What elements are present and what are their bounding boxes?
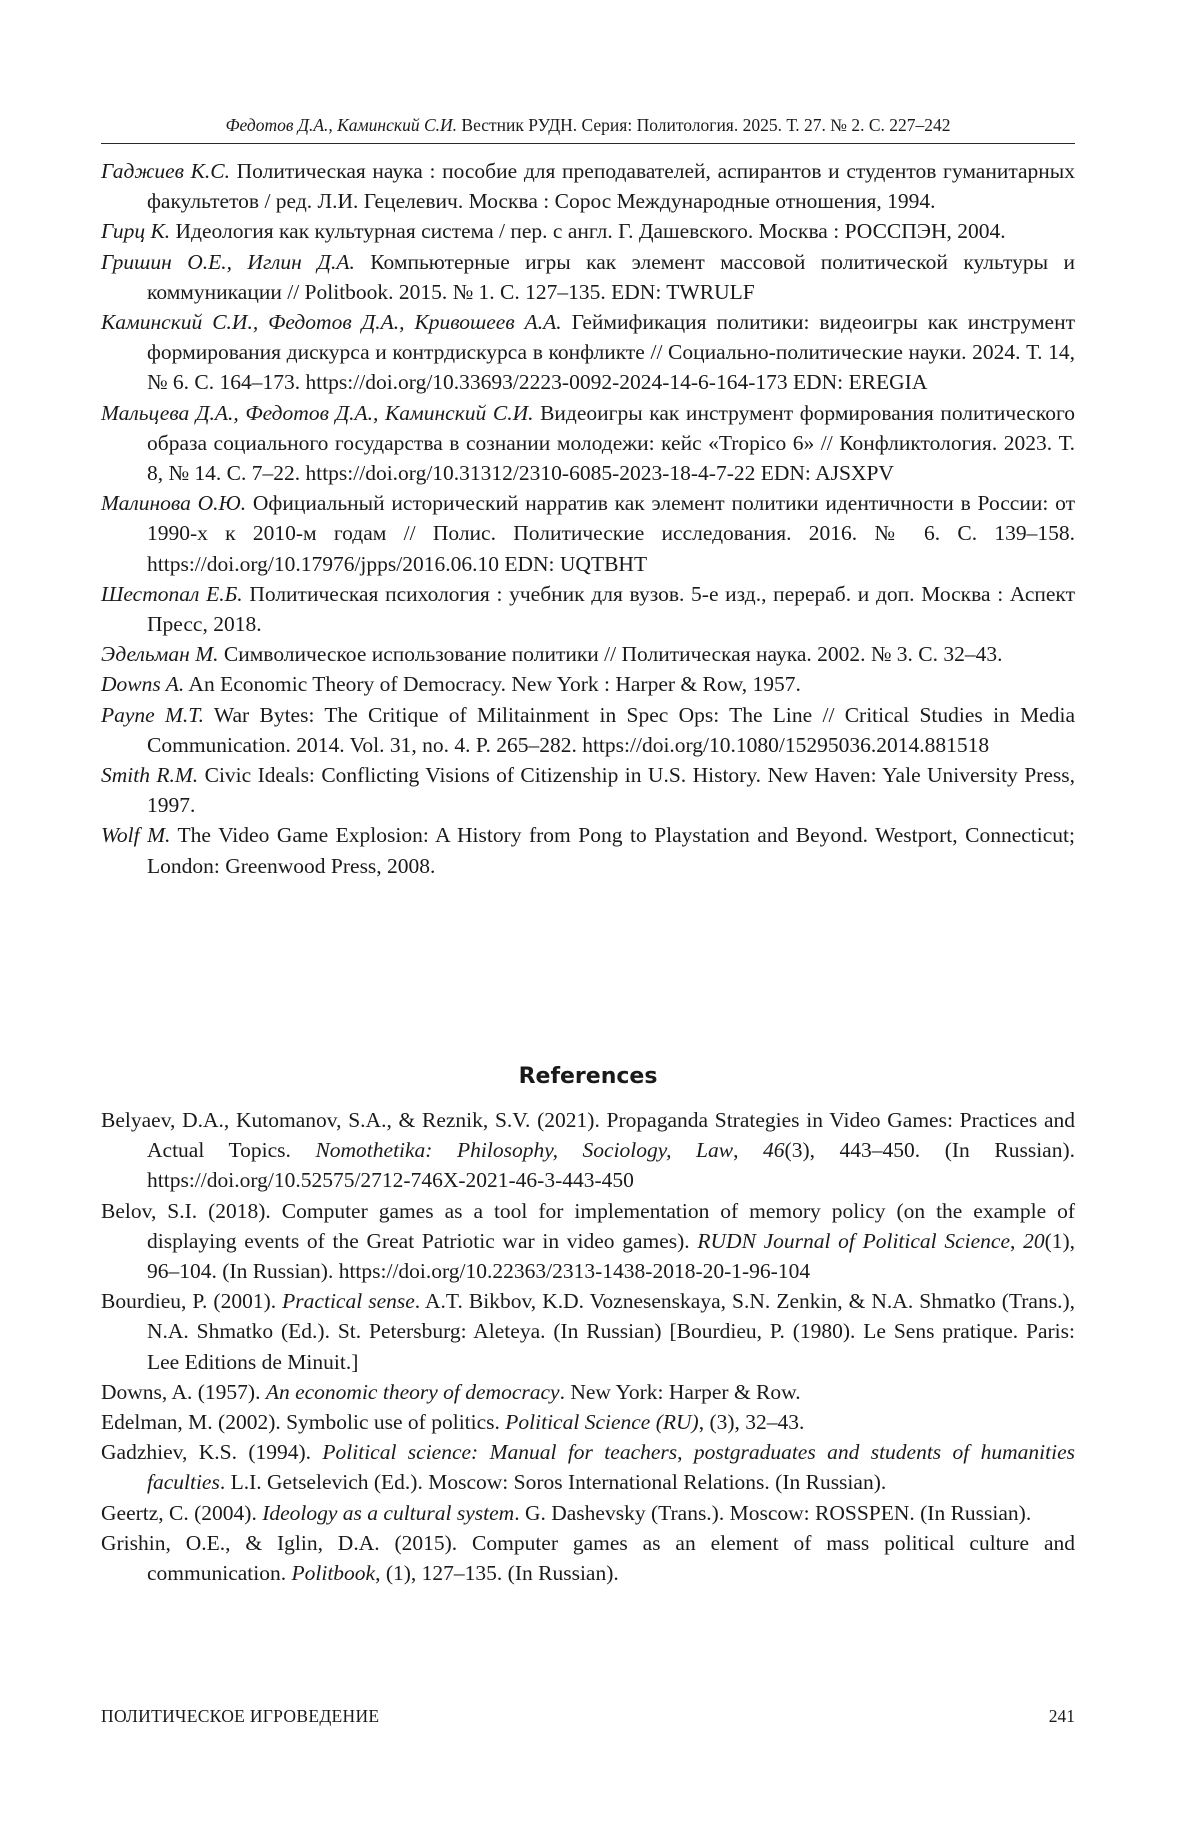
entry-text: Политическая психология : учебник для вузов. 5-е изд., перераб. и доп. Москва : Аспект Пресс, 2018. <box>147 582 1075 636</box>
entry-text: Геймификация политики: видеоигры как инструмент формирования дискурса и контрдискурса в конфликте // Социально-политические науки. 2024. Т. 14, № 6. С. 164–173. https://doi.org/10.33693/2223-0092-2024-14-6-164-173 EDN: EREGIA <box>147 310 1075 394</box>
ref-part: . G. Dashevsky (Trans.). Moscow: ROSSPEN. (In Russian). <box>514 1501 1031 1525</box>
entry-author: Wolf M. <box>101 823 170 847</box>
document-page <box>101 0 1075 1834</box>
ref-part: , (1), 127–135. (In Russian). <box>375 1561 619 1585</box>
ref-source: Ideology as a cultural system <box>262 1501 514 1525</box>
ref-source: An economic theory of democracy <box>266 1380 560 1404</box>
header-journal: Вестник РУДН. Серия: Политология. 2025. Т. 27. № 2. С. 227–242 <box>457 115 951 135</box>
page-number: 241 <box>1049 1705 1075 1727</box>
entry-text: Идеология как культурная система / пер. с англ. Г. Дашевского. Москва : РОССПЭН, 2004. <box>170 219 1006 243</box>
entry-author: Downs A. <box>101 672 184 696</box>
bibliography-entry <box>101 760 1075 820</box>
entry-author: Малинова О.Ю. <box>101 491 246 515</box>
ref-part: Belov, S.I. (2018). Computer games as a tool for implementation of memory policy (on the example of displaying events of the Great Patriotic war in video games). <box>101 1199 1075 1253</box>
ref-source: Nomothetika: Philosophy, Sociology, Law <box>315 1138 733 1162</box>
references-list <box>101 1105 1075 1588</box>
entry-author: Payne M.T. <box>101 703 204 727</box>
entry-text: War Bytes: The Critique of Militainment in Spec Ops: The Line // Critical Studies in Media Communication. 2014. Vol. 31, no. 4. P. 265–282. https://doi.org/10.1080/15295036.2014.881518 <box>147 703 1075 757</box>
entry-author: Smith R.M. <box>101 763 198 787</box>
bibliography-entry <box>101 398 1075 489</box>
bibliography-entry <box>101 700 1075 760</box>
footer-section-title: ПОЛИТИЧЕСКОЕ ИГРОВЕДЕНИЕ <box>101 1705 379 1727</box>
entry-text: Видеоигры как инструмент формирования политического образа социального государства в сознании молодежи: кейс «Tropico 6» // Конфликтология. 2023. Т. 8, № 14. С. 7–22. https://doi.org/10.31312/2310-6085-2023-18-4-7-22 EDN: AJSXPV <box>147 401 1075 485</box>
ref-source: Political science: Manual for teachers, postgraduates and students of humanities faculties <box>147 1440 1075 1494</box>
reference-entry <box>101 1437 1075 1497</box>
header-rule <box>101 143 1075 144</box>
ref-part: . New York: Harper & Row. <box>560 1380 801 1404</box>
bibliography-entry <box>101 669 1075 699</box>
ref-part: , (3), 32–43. <box>699 1410 805 1434</box>
reference-entry <box>101 1286 1075 1377</box>
reference-entry <box>101 1105 1075 1196</box>
ref-volume: 20 <box>1023 1229 1045 1253</box>
ref-part: (3), 443–450. (In Russian). https://doi.org/10.52575/2712-746X-2021-46-3-443-450 <box>147 1138 1075 1192</box>
entry-text: An Economic Theory of Democracy. New York : Harper & Row, 1957. <box>184 672 801 696</box>
ref-part: Gadzhiev, K.S. (1994). <box>101 1440 322 1464</box>
bibliography-entry <box>101 579 1075 639</box>
bibliography-entry <box>101 247 1075 307</box>
ref-part: Edelman, M. (2002). Symbolic use of politics. <box>101 1410 505 1434</box>
bibliography-entry <box>101 820 1075 880</box>
reference-entry <box>101 1196 1075 1287</box>
bibliography-entry <box>101 488 1075 579</box>
ref-part: Bourdieu, P. (2001). <box>101 1289 282 1313</box>
reference-entry <box>101 1377 1075 1407</box>
ref-part: , <box>1010 1229 1023 1253</box>
bibliography-entry <box>101 156 1075 216</box>
ref-part: . A.T. Bikbov, K.D. Voznesenskaya, S.N. Zenkin, & N.A. Shmatko (Trans.), N.A. Shmatko (Ed.). St. Petersburg: Aleteya. (In Russian) [Bourdieu, P. (1980). Le Sens pratique. Paris: Lee Editions de Minuit.] <box>147 1289 1075 1373</box>
reference-entry <box>101 1498 1075 1528</box>
bibliography-entry <box>101 216 1075 246</box>
ref-part: Geertz, C. (2004). <box>101 1501 262 1525</box>
bibliography-list <box>101 156 1075 881</box>
ref-part: , <box>733 1138 763 1162</box>
ref-part: Belyaev, D.A., Kutomanov, S.A., & Reznik, S.V. (2021). Propaganda Strategies in Video Games: Practices and Actual Topics. <box>101 1108 1075 1162</box>
ref-source: Political Science (RU) <box>505 1410 698 1434</box>
ref-part: Grishin, O.E., & Iglin, D.A. (2015). Computer games as an element of mass political culture and communication. <box>101 1531 1075 1585</box>
entry-author: Каминский С.И., Федотов Д.А., Кривошеев А.А. <box>101 310 562 334</box>
entry-author: Мальцева Д.А., Федотов Д.А., Каминский С.И. <box>101 401 533 425</box>
reference-entry <box>101 1528 1075 1588</box>
ref-source: Practical sense <box>282 1289 415 1313</box>
bibliography-entry <box>101 307 1075 398</box>
entry-text: Символическое использование политики // Политическая наука. 2002. № 3. С. 32–43. <box>218 642 1002 666</box>
ref-source: RUDN Journal of Political Science <box>697 1229 1010 1253</box>
entry-author: Гирц К. <box>101 219 170 243</box>
running-header <box>101 114 1075 136</box>
ref-source: Politbook <box>292 1561 376 1585</box>
bibliography-entry <box>101 639 1075 669</box>
ref-part: . L.I. Getselevich (Ed.). Moscow: Soros International Relations. (In Russian). <box>220 1470 886 1494</box>
ref-part: (1), 96–104. (In Russian). https://doi.org/10.22363/2313-1438-2018-20-1-96-104 <box>147 1229 1075 1283</box>
entry-author: Гришин О.Е., Иглин Д.А. <box>101 250 355 274</box>
entry-text: Компьютерные игры как элемент массовой политической культуры и коммуникации // Politbook. 2015. № 1. С. 127–135. EDN: TWRULF <box>147 250 1075 304</box>
references-heading: References <box>101 1062 1075 1092</box>
ref-part: Downs, A. (1957). <box>101 1380 266 1404</box>
entry-text: Civic Ideals: Conflicting Visions of Citizenship in U.S. History. New Haven: Yale University Press, 1997. <box>147 763 1075 817</box>
entry-author: Эдельман М. <box>101 642 218 666</box>
entry-author: Гаджиев К.С. <box>101 159 230 183</box>
reference-entry <box>101 1407 1075 1437</box>
header-authors: Федотов Д.А., Каминский С.И. <box>225 115 457 135</box>
entry-text: Официальный исторический нарратив как элемент политики идентичности в России: от 1990-х к 2010-м годам // Полис. Политические исследования. 2016. № 6. С. 139–158. https://doi.org/10.17976/jpps/2016.06.10 EDN: UQTBHT <box>147 491 1075 575</box>
entry-author: Шестопал Е.Б. <box>101 582 243 606</box>
entry-text: The Video Game Explosion: A History from Pong to Playstation and Beyond. Westport, Connecticut; London: Greenwood Press, 2008. <box>147 823 1075 877</box>
ref-volume: 46 <box>763 1138 785 1162</box>
entry-text: Политическая наука : пособие для преподавателей, аспирантов и студентов гуманитарных факультетов / ред. Л.И. Гецелевич. Москва : Сорос Международные отношения, 1994. <box>147 159 1075 213</box>
